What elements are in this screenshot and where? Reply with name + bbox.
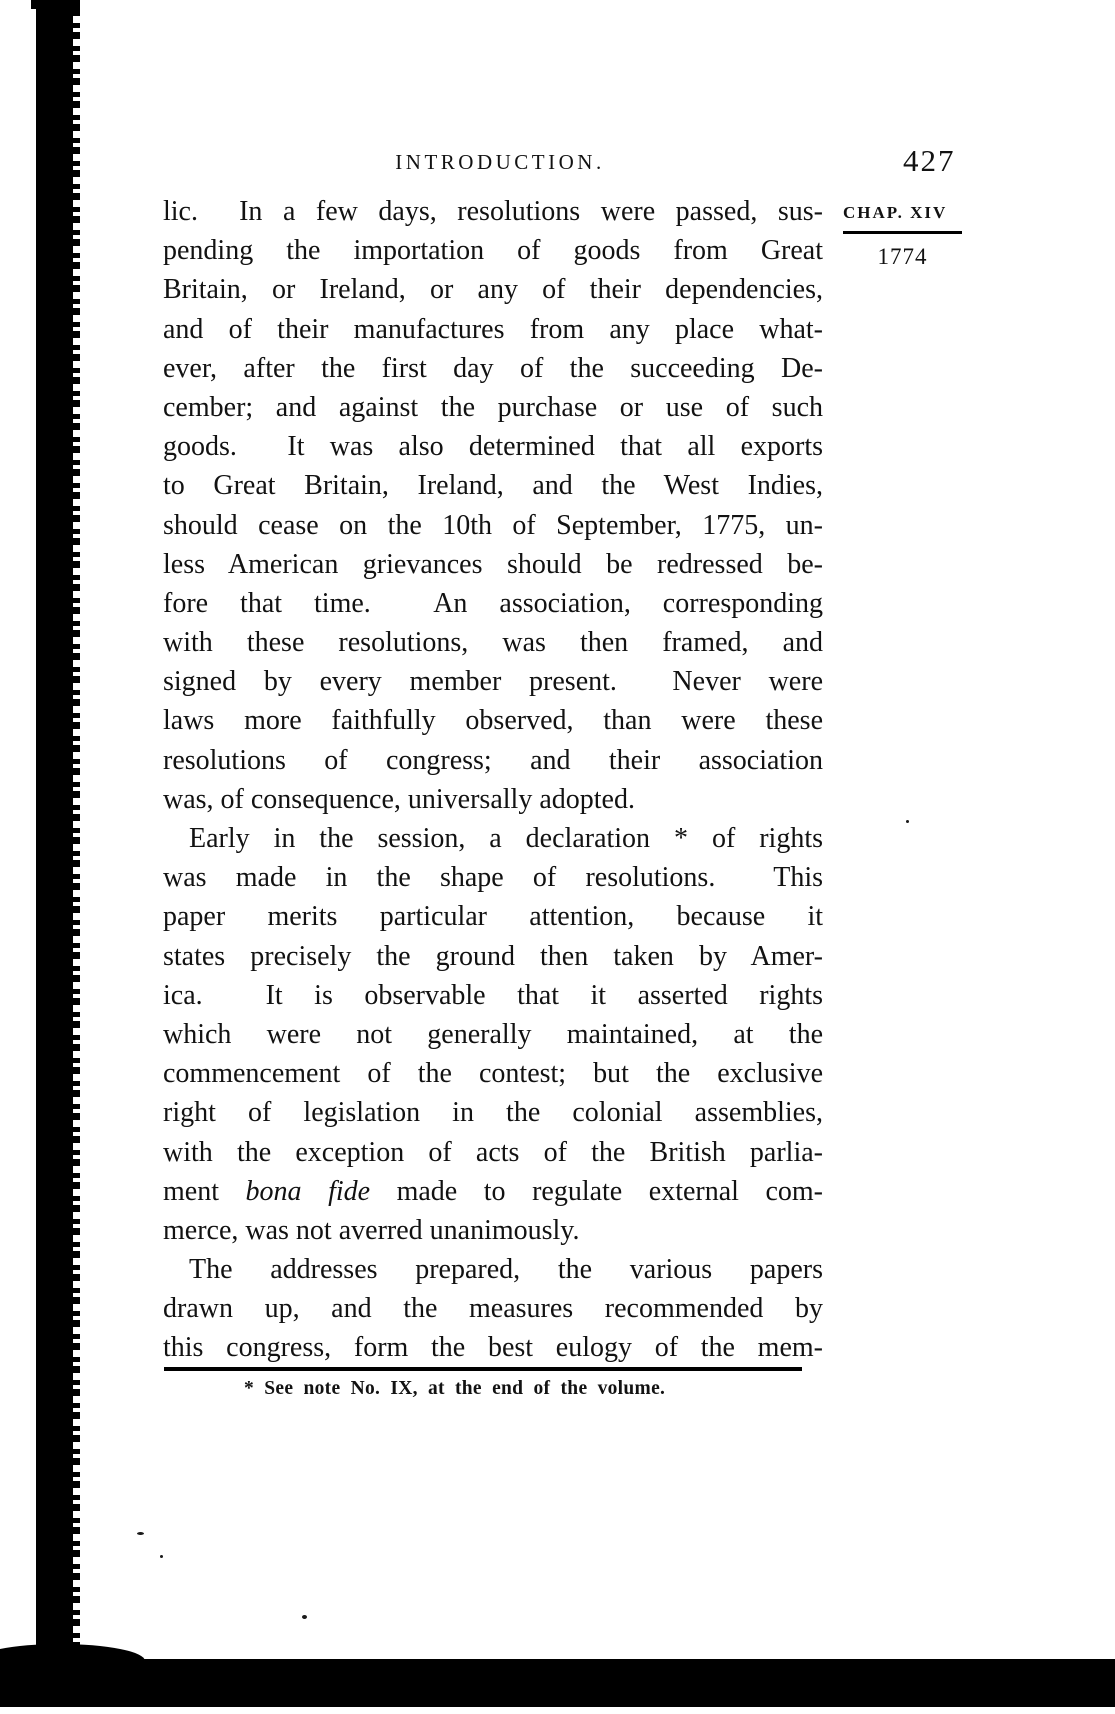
text-line: cember; and against the purchase or use of such [163,391,823,423]
text-segment: made to regulate external com- [370,1175,823,1207]
text-line: merce, was not averred unanimously. [163,1214,580,1246]
text-line: to Great Britain, Ireland, and the West Indies, [163,470,823,502]
text-line: The addresses prepared, the various papers [189,1254,823,1286]
text-line: this congress, form the best eulogy of the mem- [163,1332,823,1364]
text-line: signed by every member present. Never were [163,666,823,698]
text-line: was made in the shape of resolutions. This [163,862,823,894]
text-line: fore that time. An association, corresponding [163,587,823,619]
italic-text: bona fide [245,1175,371,1207]
paragraph [163,1250,823,1368]
body-text [163,192,823,1368]
text-line: should cease on the 10th of September, 1775, un- [163,509,823,541]
text-line: resolutions of congress; and their association [163,744,823,776]
binding-shadow-ragged-edge [72,0,80,1660]
scan-speck [160,1555,163,1558]
paragraph [163,819,823,1250]
text-line: laws more faithfully observed, than were these [163,705,823,737]
text-line: drawn up, and the measures recommended by [163,1293,823,1325]
text-line [163,1172,823,1211]
margin-year-label: 1774 [877,244,928,269]
text-line: lic. In a few days, resolutions were passed, sus- [163,196,823,227]
text-line: ica. It is observable that it asserted rights [163,979,823,1011]
footnote-text: * See note No. IX, at the end of the volume. [244,1378,666,1399]
text-line: goods. It was also determined that all exports [163,431,823,463]
footnote-rule [164,1367,802,1371]
text-line: commencement of the contest; but the exclusive [163,1058,823,1090]
text-line: ever, after the first day of the succeeding De- [163,352,823,384]
text-line: Britain, or Ireland, or any of their dependencies, [163,274,823,306]
text-segment: ment [163,1175,246,1207]
text-line: Early in the session, a declaration * of rights [189,823,823,854]
paragraph [163,192,823,819]
text-line: with these resolutions, was then framed, and [163,627,823,659]
text-line: which were not generally maintained, at the [163,1018,823,1050]
scan-speck [906,820,909,823]
running-head: INTRODUCTION. [395,150,605,174]
scan-speck [302,1615,307,1619]
binding-shadow-band [36,0,73,1664]
text-line: and of their manufactures from any place what- [163,313,823,345]
scan-speck [137,1532,144,1535]
margin-chapter-label: CHAP. XIV [843,203,948,222]
text-line: paper merits particular attention, because it [163,901,823,933]
text-line: was, of consequence, universally adopted. [163,783,635,815]
page-number: 427 [903,143,956,178]
text-line: less American grievances should be redressed be- [163,548,823,580]
text-line: right of legislation in the colonial assemblies, [163,1097,823,1129]
text-line: pending the importation of goods from Great [163,235,823,267]
text-line: with the exception of acts of the British parlia- [163,1136,823,1168]
text-line: states precisely the ground then taken by Amer- [163,940,823,972]
margin-rule [843,231,962,234]
bottom-shadow-band [0,1659,1115,1707]
